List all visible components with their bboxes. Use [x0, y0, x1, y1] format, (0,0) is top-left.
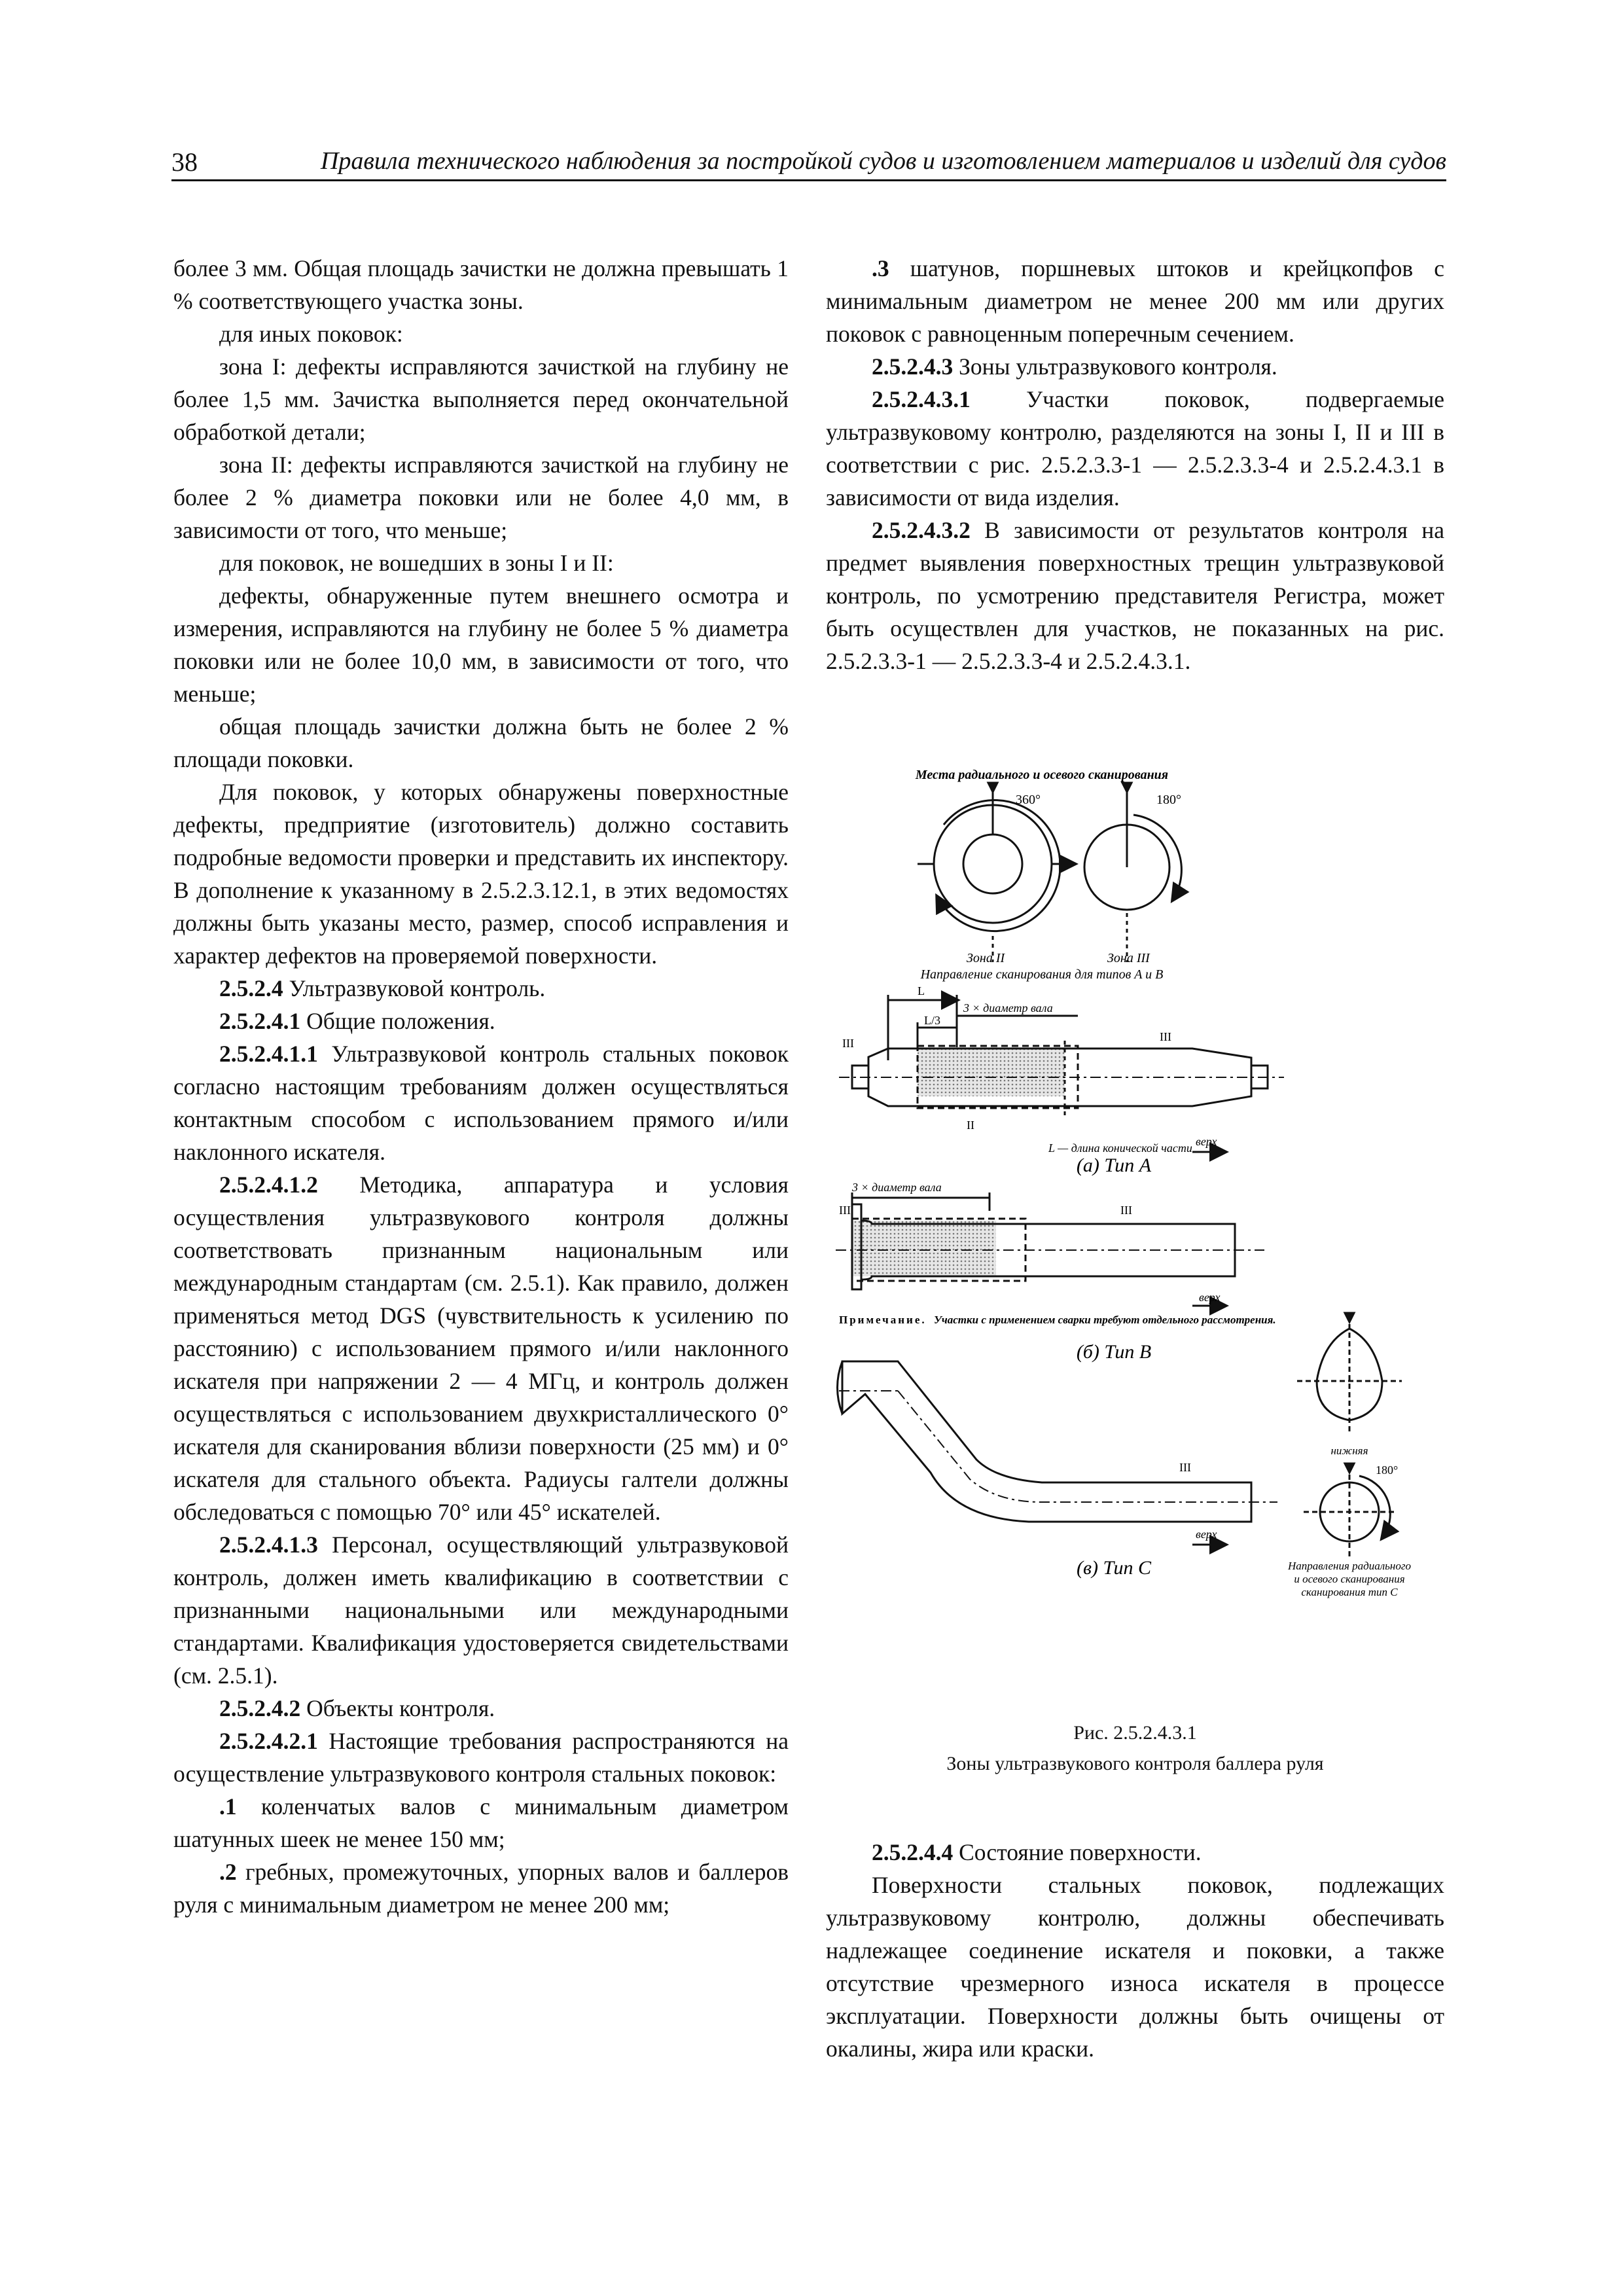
figure-caption-title: Зоны ультразвукового контроля баллера руля [946, 1753, 1324, 1774]
label-type-a: (а) Тип A [1076, 1155, 1152, 1176]
type-c-stock [838, 1361, 1278, 1545]
paragraph: дефекты, обнаруженные путем внешнего осмотра и измерения, исправляются на глубину не более 5 % диаметра поковки или не более 10,0 мм, в зависимости от того, что меньше; [173, 583, 789, 707]
paragraph: для иных поковок: [219, 321, 403, 347]
note-text: Участки с применением сварки требуют отдельного рассмотрения. [934, 1314, 1276, 1326]
paragraph: Поверхности стальных поковок, подлежащих ультразвуковому контролю, должны обеспечивать надлежащее соединение искателя и поковки, а также отсутствие чрезмерного износа искателя в процессе эксплуатации. Поверхности должны быть очищены от окалины, жира или краски. [826, 1872, 1444, 2062]
item-text: гребных, промежуточных, упорных валов и баллеров руля с минимальным диаметром не менее 200 мм; [173, 1859, 789, 1918]
label-zone-ii-a: II [967, 1119, 974, 1132]
label-360: 360° [1016, 793, 1041, 807]
clause-number: 2.5.2.4.2 [219, 1695, 301, 1721]
running-title: Правила технического наблюдения за постройкой судов и изготовлением материалов и изделий для судов [320, 147, 1446, 175]
page-header [171, 143, 1446, 181]
paragraph [173, 1168, 789, 1528]
clause-number: 2.5.2.4 [219, 975, 283, 1001]
zone-iii-circle [1084, 783, 1181, 962]
clause-text: Ультразвуковой контроль. [283, 975, 546, 1001]
paragraph [826, 514, 1444, 677]
clause-number: 2.5.2.4.1 [219, 1008, 301, 1034]
clause-text: Персонал, осуществляющий ультразвуковой контроль, должен иметь квалификацию в соответствии с признанными национальными или международными стандартами. Квалификация удостоверяется свидетельствами (см. 2.5.1). [173, 1532, 789, 1689]
right-column [826, 252, 1444, 677]
paragraph [826, 252, 1444, 350]
paragraph [173, 1037, 789, 1168]
label-L: L [918, 984, 925, 997]
clause-number: 2.5.2.4.4 [872, 1839, 954, 1865]
label-3-diameter: 3 × диаметр вала [963, 1001, 1053, 1014]
type-c-sections [1297, 1313, 1402, 1558]
label-top-a: верх [1196, 1135, 1217, 1148]
label-zone-iii-c: III [1179, 1461, 1191, 1474]
paragraph [173, 1856, 789, 1921]
left-column [173, 252, 789, 1921]
page-number: 38 [171, 147, 198, 177]
clause-text: Объекты контроля. [300, 1695, 495, 1721]
clause-text: Участки поковок, подвергаемые ультразвуковому контролю, разделяются на зоны I, II и III в соответствии с рис. 2.5.2.3.3-1 — 2.5.2.3.3-4 и 2.5.2.4.3.1 в зависимости от вида изделия. [826, 386, 1444, 511]
paragraph: общая площадь зачистки должна быть не более 2 % площади поковки. [173, 713, 789, 772]
clause-number: 2.5.2.4.1.1 [219, 1041, 318, 1067]
type-b-shaft [836, 1193, 1264, 1306]
item-text: коленчатых валов с минимальным диаметром шатунных шеек не менее 150 мм; [173, 1793, 789, 1852]
clause-text: Общие положения. [300, 1008, 495, 1034]
bottom-right-column [826, 1836, 1444, 2065]
clause-number: 2.5.2.4.3.2 [872, 517, 971, 543]
paragraph [173, 1005, 789, 1037]
paragraph: более 3 мм. Общая площадь зачистки не должна превышать 1 % соответствующего участка зоны. [173, 255, 789, 314]
label-scan-places: Места радиального и осевого сканирования [915, 768, 1169, 782]
label-top-b: верх [1199, 1291, 1221, 1304]
clause-text: Состояние поверхности. [953, 1839, 1202, 1865]
clause-number: 2.5.2.4.3 [872, 353, 954, 380]
paragraph: зона II: дефекты исправляются зачисткой на глубину не более 2 % диаметра поковки или не более 4,0 мм, в зависимости от того, что меньше; [173, 452, 789, 543]
figure-ultrasonic-zones [826, 753, 1444, 1767]
paragraph: для поковок, не вошедших в зоны I и II: [219, 550, 614, 576]
clause-number: 2.5.2.4.1.3 [219, 1532, 318, 1558]
label-zone-iii-a: III [1160, 1030, 1171, 1043]
label-lower: нижняя [1330, 1444, 1368, 1457]
label-scan-dir-c-3: сканирования тип C [1301, 1586, 1398, 1598]
clause-number: 2.5.2.4.2.1 [219, 1728, 318, 1754]
label-180-c: 180° [1376, 1463, 1399, 1477]
paragraph [173, 1692, 789, 1725]
paragraph: зона I: дефекты исправляются зачисткой на глубину не более 1,5 мм. Зачистка выполняется перед окончательной обработкой детали; [173, 353, 789, 445]
label-scan-direction: Направление сканирования для типов A и B [920, 967, 1164, 982]
paragraph [826, 1836, 1444, 1869]
paragraph [173, 1790, 789, 1856]
clause-number: 2.5.2.4.3.1 [872, 386, 971, 412]
label-zone-iii-b: III [1120, 1204, 1132, 1217]
item-number: .3 [872, 255, 889, 281]
zone-ii-circle [918, 783, 1075, 962]
clause-text: Настоящие требования распространяются на осуществление ультразвукового контроля стальных поковок: [173, 1728, 789, 1787]
paragraph [826, 383, 1444, 514]
label-type-c: (в) Тип C [1077, 1557, 1151, 1579]
clause-text: В зависимости от результатов контроля на предмет выявления поверхностных трещин ультразвуковой контроль, по усмотрению представителя Регистра, может быть осуществлен для участков, не показанных на рис. 2.5.2.3.3-1 — 2.5.2.3.3-4 и 2.5.2.4.3.1. [826, 517, 1444, 674]
item-text: шатунов, поршневых штоков и крейцкопфов с минимальным диаметром не менее 200 мм или других поковок с равноценным поперечным сечением. [826, 255, 1444, 347]
label-scan-dir-c-1: Направления радиального [1288, 1560, 1411, 1572]
label-3-diameter-b: 3 × диаметр вала [852, 1181, 942, 1194]
label-zone-iii-a-left: III [842, 1037, 854, 1050]
paragraph [173, 972, 789, 1005]
label-L3: L/3 [924, 1014, 940, 1027]
figure-drawing [826, 753, 1444, 1767]
figure-caption-number: Рис. 2.5.2.4.3.1 [1073, 1722, 1197, 1744]
label-zone-ii: Зона II [967, 951, 1005, 965]
note-label: Примечание. [839, 1314, 927, 1326]
label-L-definition: L — длина конической части [1048, 1141, 1192, 1155]
label-zone-iii: Зона III [1107, 951, 1150, 965]
paragraph [826, 350, 1444, 383]
paragraph [173, 1725, 789, 1790]
label-type-b: (б) Тип B [1076, 1341, 1152, 1363]
label-zone-iii-b-left: III [839, 1204, 851, 1217]
clause-text: Методика, аппаратура и условия осуществления ультразвукового контроля должны соответствовать признанным национальным или международным стандартам (см. 2.5.1). Как правило, должен применяться метод DGS (чувствительность к усилению по расстоянию) с использованием прямого и/или наклонного искателя при напряжении 2 — 4 МГц, и контроль должен осуществляться с использованием двухкристаллического 0° искателя для сканирования вблизи поверхности (25 мм) и 0° искателя для стального объекта. Радиусы галтели должны обследоваться с помощью 70° или 45° искателей. [173, 1172, 789, 1525]
clause-text: Зоны ультразвукового контроля. [953, 353, 1277, 380]
label-top-c: верх [1196, 1528, 1217, 1541]
type-a-shaft [839, 995, 1284, 1152]
paragraph: Для поковок, у которых обнаружены поверхностные дефекты, предприятие (изготовитель) должно составить подробные ведомости проверки и представить их инспектору. В дополнение к указанному в 2.5.2.3.12.1, в этих ведомостях должны быть указаны место, размер, способ исправления и характер дефектов на проверяемой поверхности. [173, 779, 789, 969]
clause-text: Ультразвуковой контроль стальных поковок согласно настоящим требованиям должен осуществляться контактным способом с использованием прямого и/или наклонного искателя. [173, 1041, 789, 1165]
clause-number: 2.5.2.4.1.2 [219, 1172, 318, 1198]
item-number: .1 [219, 1793, 237, 1820]
label-180: 180° [1156, 793, 1181, 807]
paragraph [173, 1528, 789, 1692]
item-number: .2 [219, 1859, 237, 1885]
label-scan-dir-c-2: и осевого сканирования [1294, 1573, 1405, 1585]
